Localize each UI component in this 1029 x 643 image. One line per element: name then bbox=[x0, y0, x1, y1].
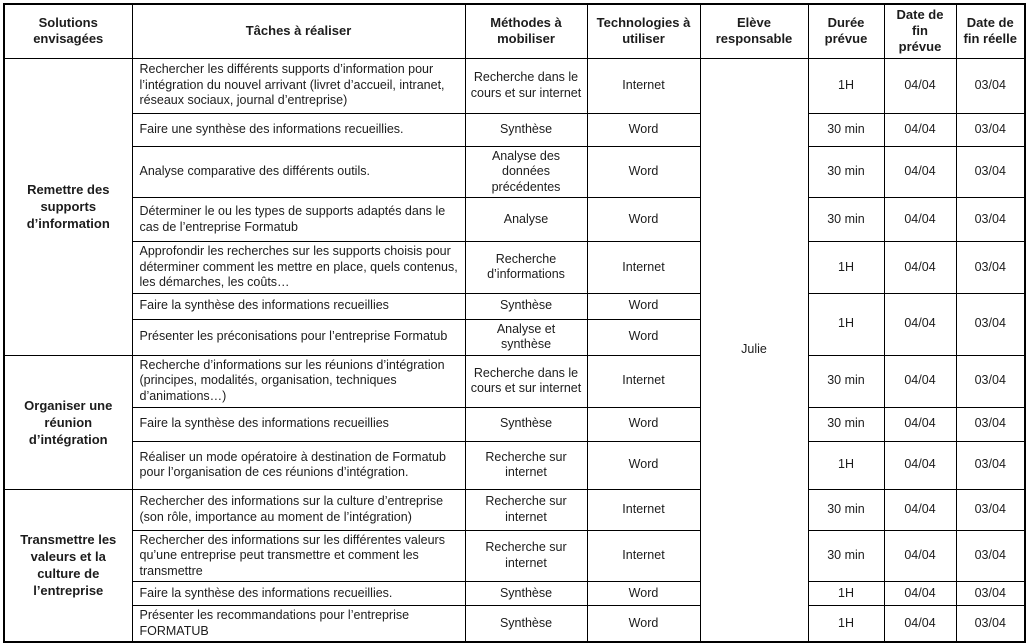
header-cell: Technologies à utiliser bbox=[587, 4, 700, 58]
table-row bbox=[4, 407, 1025, 441]
duration-cell: 30 min bbox=[808, 530, 884, 582]
method-cell: Synthèse bbox=[465, 582, 587, 606]
technology-cell: Internet bbox=[587, 242, 700, 294]
duration-cell: 1H bbox=[808, 58, 884, 113]
responsible-cell: Julie bbox=[700, 58, 808, 642]
actual-date-cell: 03/04 bbox=[956, 582, 1025, 606]
duration-cell: 30 min bbox=[808, 198, 884, 242]
task-cell: Faire la synthèse des informations recueillies bbox=[132, 407, 465, 441]
method-cell: Recherche sur internet bbox=[465, 489, 587, 530]
due-date-cell: 04/04 bbox=[884, 441, 956, 489]
duration-cell: 30 min bbox=[808, 489, 884, 530]
table-row bbox=[4, 293, 1025, 319]
header-row bbox=[4, 4, 1025, 58]
due-date-cell: 04/04 bbox=[884, 606, 956, 643]
table-row bbox=[4, 606, 1025, 643]
technology-cell: Word bbox=[587, 582, 700, 606]
duration-cell: 1H bbox=[808, 293, 884, 355]
method-cell: Synthèse bbox=[465, 606, 587, 643]
duration-cell: 30 min bbox=[808, 407, 884, 441]
header-cell: Tâches à réaliser bbox=[132, 4, 465, 58]
technology-cell: Word bbox=[587, 146, 700, 198]
table-row bbox=[4, 58, 1025, 113]
due-date-cell: 04/04 bbox=[884, 146, 956, 198]
table-body bbox=[4, 58, 1025, 642]
actual-date-cell: 03/04 bbox=[956, 242, 1025, 294]
header-cell: Date de fin réelle bbox=[956, 4, 1025, 58]
due-date-cell: 04/04 bbox=[884, 242, 956, 294]
due-date-cell: 04/04 bbox=[884, 293, 956, 355]
header-cell: Méthodes à mobiliser bbox=[465, 4, 587, 58]
task-cell: Réaliser un mode opératoire à destination de Formatub pour l’organisation de ces réunions d’intégration. bbox=[132, 441, 465, 489]
technology-cell: Word bbox=[587, 441, 700, 489]
technology-cell: Internet bbox=[587, 530, 700, 582]
duration-cell: 1H bbox=[808, 582, 884, 606]
due-date-cell: 04/04 bbox=[884, 407, 956, 441]
technology-cell: Internet bbox=[587, 489, 700, 530]
due-date-cell: 04/04 bbox=[884, 113, 956, 146]
actual-date-cell: 03/04 bbox=[956, 530, 1025, 582]
header-cell: Elève responsable bbox=[700, 4, 808, 58]
header-cell: Date de fin prévue bbox=[884, 4, 956, 58]
planning-table bbox=[3, 3, 1026, 643]
method-cell: Synthèse bbox=[465, 407, 587, 441]
table-row bbox=[4, 146, 1025, 198]
method-cell: Recherche sur internet bbox=[465, 530, 587, 582]
technology-cell: Word bbox=[587, 319, 700, 355]
duration-cell: 30 min bbox=[808, 113, 884, 146]
technology-cell: Word bbox=[587, 113, 700, 146]
actual-date-cell: 03/04 bbox=[956, 407, 1025, 441]
task-cell: Recherche d’informations sur les réunions d’intégration (principes, modalités, organisation, techniques d’animations…) bbox=[132, 355, 465, 407]
duration-cell: 30 min bbox=[808, 355, 884, 407]
due-date-cell: 04/04 bbox=[884, 582, 956, 606]
technology-cell: Internet bbox=[587, 58, 700, 113]
table-row bbox=[4, 489, 1025, 530]
task-cell: Rechercher les différents supports d’information pour l’intégration du nouvel arrivant (livret d’accueil, intranet, réseaux sociaux, journal d’entreprise) bbox=[132, 58, 465, 113]
header-cell: Durée prévue bbox=[808, 4, 884, 58]
due-date-cell: 04/04 bbox=[884, 198, 956, 242]
technology-cell: Internet bbox=[587, 355, 700, 407]
actual-date-cell: 03/04 bbox=[956, 489, 1025, 530]
task-cell: Présenter les préconisations pour l’entreprise Formatub bbox=[132, 319, 465, 355]
method-cell: Analyse et synthèse bbox=[465, 319, 587, 355]
actual-date-cell: 03/04 bbox=[956, 58, 1025, 113]
task-cell: Faire la synthèse des informations recueillies bbox=[132, 293, 465, 319]
table-row bbox=[4, 355, 1025, 407]
task-cell: Analyse comparative des différents outils. bbox=[132, 146, 465, 198]
duration-cell: 30 min bbox=[808, 146, 884, 198]
table-row bbox=[4, 441, 1025, 489]
technology-cell: Word bbox=[587, 293, 700, 319]
table-row bbox=[4, 530, 1025, 582]
actual-date-cell: 03/04 bbox=[956, 198, 1025, 242]
table-row bbox=[4, 242, 1025, 294]
task-cell: Rechercher des informations sur les différentes valeurs qu’une entreprise peut transmettre et comment les transmettre bbox=[132, 530, 465, 582]
task-cell: Présenter les recommandations pour l’entreprise FORMATUB bbox=[132, 606, 465, 643]
actual-date-cell: 03/04 bbox=[956, 146, 1025, 198]
task-cell: Faire une synthèse des informations recueillies. bbox=[132, 113, 465, 146]
method-cell: Recherche dans le cours et sur internet bbox=[465, 355, 587, 407]
actual-date-cell: 03/04 bbox=[956, 606, 1025, 643]
duration-cell: 1H bbox=[808, 441, 884, 489]
solution-group-cell: Remettre des supports d’information bbox=[4, 58, 132, 355]
table-row bbox=[4, 582, 1025, 606]
header-cell: Solutions envisagées bbox=[4, 4, 132, 58]
task-cell: Faire la synthèse des informations recueillies. bbox=[132, 582, 465, 606]
duration-cell: 1H bbox=[808, 606, 884, 643]
due-date-cell: 04/04 bbox=[884, 530, 956, 582]
technology-cell: Word bbox=[587, 606, 700, 643]
due-date-cell: 04/04 bbox=[884, 489, 956, 530]
actual-date-cell: 03/04 bbox=[956, 355, 1025, 407]
method-cell: Recherche sur internet bbox=[465, 441, 587, 489]
task-cell: Rechercher des informations sur la culture d’entreprise (son rôle, importance au moment de l’intégration) bbox=[132, 489, 465, 530]
method-cell: Recherche d’informations bbox=[465, 242, 587, 294]
technology-cell: Word bbox=[587, 407, 700, 441]
method-cell: Recherche dans le cours et sur internet bbox=[465, 58, 587, 113]
task-cell: Approfondir les recherches sur les supports choisis pour déterminer comment les mettre en place, quels contenus, les démarches, les coûts… bbox=[132, 242, 465, 294]
solution-group-cell: Transmettre les valeurs et la culture de l’entreprise bbox=[4, 489, 132, 642]
technology-cell: Word bbox=[587, 198, 700, 242]
method-cell: Synthèse bbox=[465, 293, 587, 319]
due-date-cell: 04/04 bbox=[884, 58, 956, 113]
table-row bbox=[4, 113, 1025, 146]
actual-date-cell: 03/04 bbox=[956, 441, 1025, 489]
method-cell: Analyse des données précédentes bbox=[465, 146, 587, 198]
actual-date-cell: 03/04 bbox=[956, 113, 1025, 146]
method-cell: Analyse bbox=[465, 198, 587, 242]
table-header bbox=[4, 4, 1025, 58]
task-cell: Déterminer le ou les types de supports adaptés dans le cas de l’entreprise Formatub bbox=[132, 198, 465, 242]
actual-date-cell: 03/04 bbox=[956, 293, 1025, 355]
table-row bbox=[4, 198, 1025, 242]
duration-cell: 1H bbox=[808, 242, 884, 294]
due-date-cell: 04/04 bbox=[884, 355, 956, 407]
method-cell: Synthèse bbox=[465, 113, 587, 146]
solution-group-cell: Organiser une réunion d’intégration bbox=[4, 355, 132, 489]
